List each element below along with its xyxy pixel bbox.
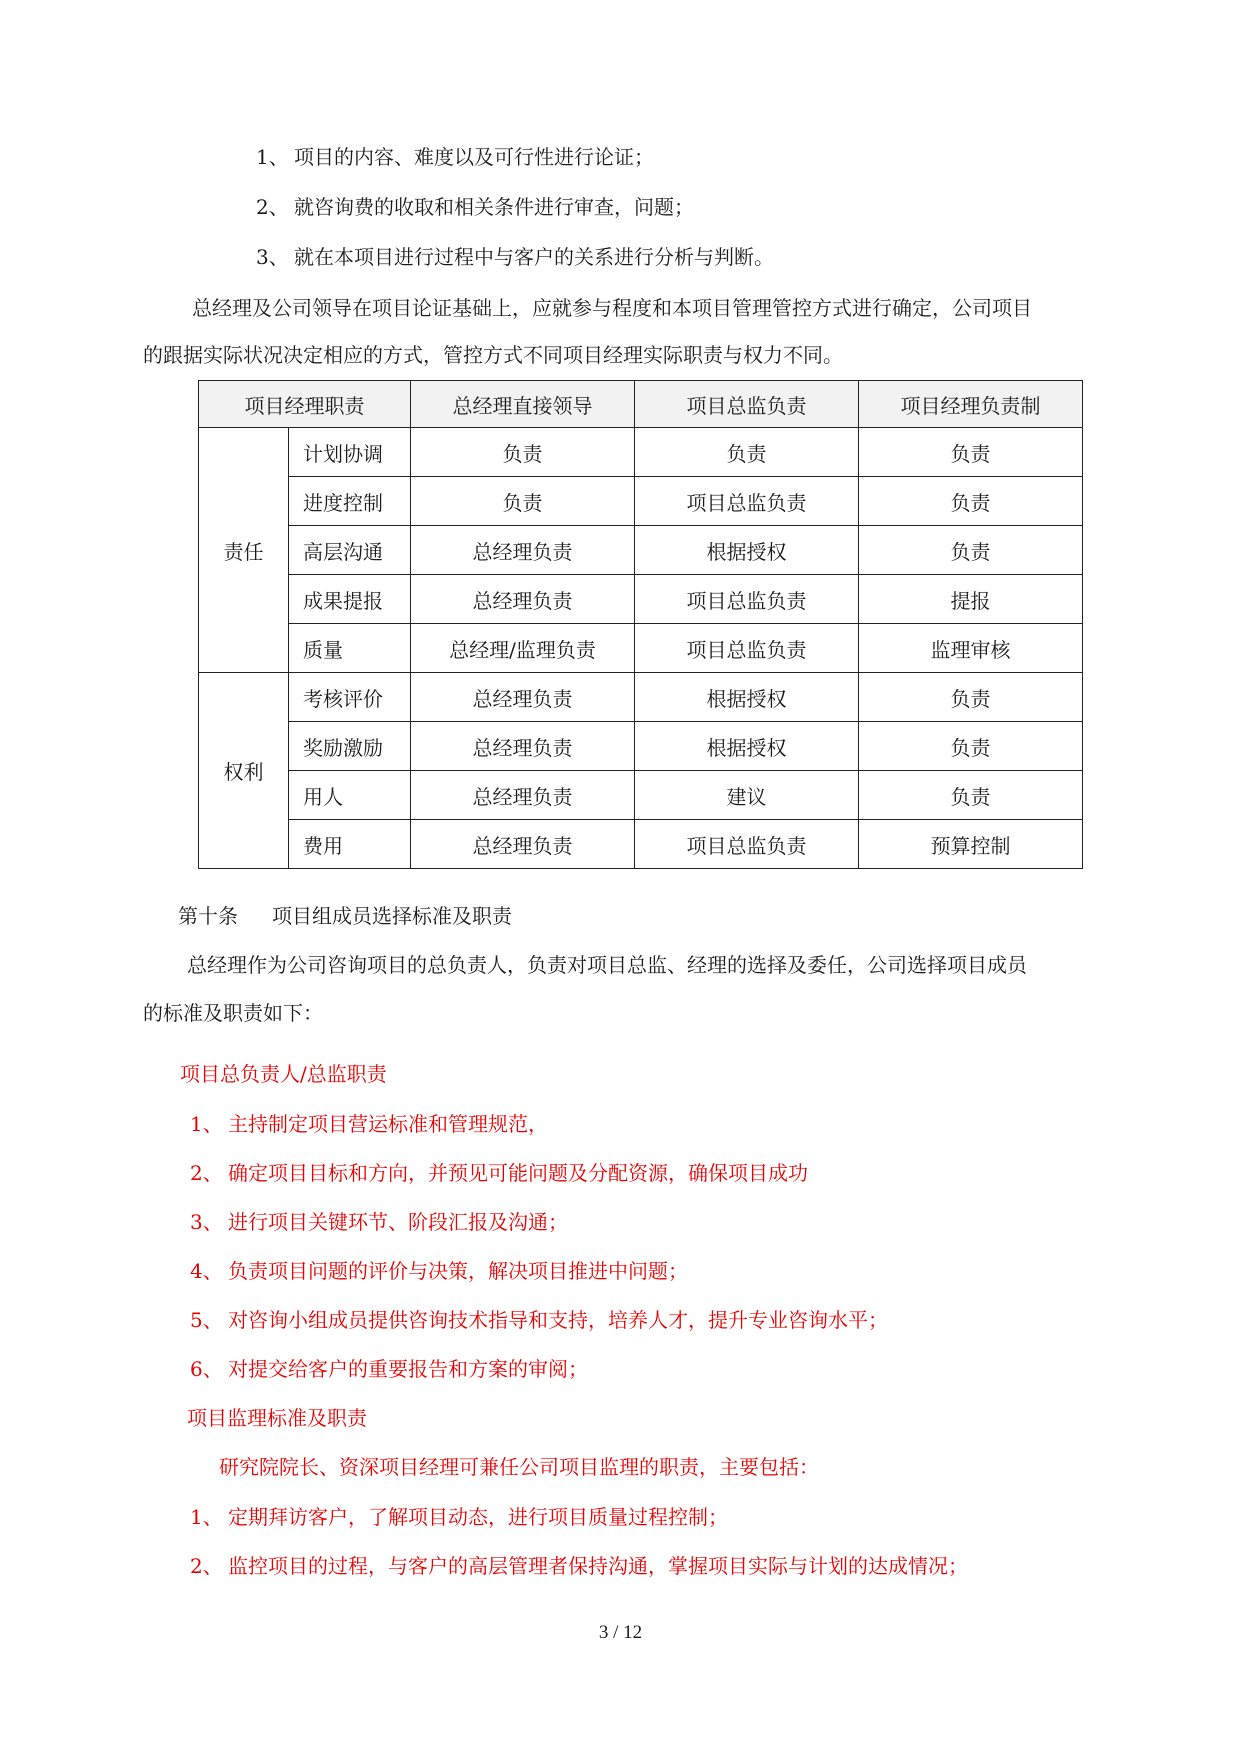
list-number: 3、 — [256, 245, 289, 269]
article-title: 项目组成员选择标准及职责 — [272, 904, 512, 928]
supervisor-duty-item — [190, 1552, 968, 1580]
group-label-cell: 责任 — [199, 428, 289, 673]
table-cell: 负责 — [411, 428, 635, 477]
table-row — [199, 820, 1083, 869]
section-heading-supervisor: 项目监理标准及职责 — [187, 1406, 367, 1430]
list-text: 主持制定项目营运标准和管理规范， — [228, 1112, 548, 1136]
table-cell: 总经理负责 — [411, 771, 635, 820]
list-number: 2、 — [256, 195, 289, 219]
table-cell: 总经理负责 — [411, 820, 635, 869]
director-duty-item — [190, 1208, 568, 1236]
table-cell: 项目总监负责 — [635, 624, 859, 673]
supervisor-intro: 研究院院长、资深项目经理可兼任公司项目监理的职责，主要包括： — [219, 1455, 819, 1479]
table-header-cell: 项目经理负责制 — [859, 381, 1083, 428]
list-text: 就在本项目进行过程中与客户的关系进行分析与判断。 — [294, 245, 774, 269]
table-cell: 项目总监负责 — [635, 477, 859, 526]
table-cell: 总经理/监理负责 — [411, 624, 635, 673]
list-text: 确定项目目标和方向，并预见可能问题及分配资源，确保项目成功 — [228, 1161, 808, 1185]
item-cell: 质量 — [289, 624, 411, 673]
table-row — [199, 624, 1083, 673]
list-number: 2、 — [190, 1554, 223, 1578]
list-number: 1、 — [256, 145, 289, 169]
item-cell: 成果提报 — [289, 575, 411, 624]
table-cell: 预算控制 — [859, 820, 1083, 869]
list-number: 1、 — [190, 1112, 223, 1136]
list-number: 5、 — [190, 1308, 223, 1332]
list-number: 2、 — [190, 1161, 223, 1185]
table-header-cell: 项目经理职责 — [199, 381, 411, 428]
responsibility-table — [198, 380, 1083, 869]
table-cell: 负责 — [411, 477, 635, 526]
list-text: 对咨询小组成员提供咨询技术指导和支持，培养人才，提升专业咨询水平； — [228, 1308, 888, 1332]
table-cell: 监理审核 — [859, 624, 1083, 673]
director-duty-item — [190, 1110, 548, 1138]
table-row — [199, 477, 1083, 526]
article-heading — [178, 902, 512, 930]
table-cell: 负责 — [859, 722, 1083, 771]
table-row — [199, 722, 1083, 771]
table-cell: 总经理负责 — [411, 526, 635, 575]
table-cell: 根据授权 — [635, 722, 859, 771]
item-cell: 费用 — [289, 820, 411, 869]
table-header-cell: 项目总监负责 — [635, 381, 859, 428]
table-cell: 根据授权 — [635, 673, 859, 722]
list-text: 进行项目关键环节、阶段汇报及沟通； — [228, 1210, 568, 1234]
table-cell: 总经理负责 — [411, 673, 635, 722]
table-cell: 负责 — [859, 771, 1083, 820]
item-cell: 进度控制 — [289, 477, 411, 526]
table-cell: 建议 — [635, 771, 859, 820]
table-row — [199, 428, 1083, 477]
table-cell: 负责 — [859, 673, 1083, 722]
article-number: 第十条 — [178, 904, 238, 928]
paragraph-line: 的跟据实际状况决定相应的方式，管控方式不同项目经理实际职责与权力不同。 — [143, 343, 843, 367]
table-cell: 提报 — [859, 575, 1083, 624]
supervisor-duty-item — [190, 1503, 728, 1531]
item-cell: 高层沟通 — [289, 526, 411, 575]
paragraph-line: 的标准及职责如下： — [143, 1001, 323, 1025]
director-duty-item — [190, 1355, 588, 1383]
list-text: 负责项目问题的评价与决策，解决项目推进中问题； — [228, 1259, 688, 1283]
table-cell: 根据授权 — [635, 526, 859, 575]
list-number: 6、 — [190, 1357, 223, 1381]
intro-list-item — [256, 193, 694, 221]
table-cell: 总经理负责 — [411, 722, 635, 771]
table-cell: 负责 — [859, 428, 1083, 477]
item-cell: 考核评价 — [289, 673, 411, 722]
list-text: 监控项目的过程，与客户的高层管理者保持沟通，掌握项目实际与计划的达成情况； — [228, 1554, 968, 1578]
table-cell: 项目总监负责 — [635, 575, 859, 624]
paragraph-line: 总经理及公司领导在项目论证基础上，应就参与程度和本项目管理管控方式进行确定，公司项目 — [192, 296, 1032, 320]
list-text: 就咨询费的收取和相关条件进行审查，问题； — [294, 195, 694, 219]
table-cell: 负责 — [635, 428, 859, 477]
table-cell: 项目总监负责 — [635, 820, 859, 869]
director-duty-item — [190, 1257, 688, 1285]
section-heading-director: 项目总负责人/总监职责 — [180, 1062, 387, 1086]
director-duty-item — [190, 1306, 888, 1334]
page-number: 3 / 12 — [598, 1622, 643, 1643]
table-cell: 负责 — [859, 526, 1083, 575]
item-cell: 奖励激励 — [289, 722, 411, 771]
item-cell: 计划协调 — [289, 428, 411, 477]
table-header-row — [199, 381, 1083, 428]
table-row — [199, 673, 1083, 722]
director-duty-item — [190, 1159, 808, 1187]
list-number: 1、 — [190, 1505, 223, 1529]
table-cell: 总经理负责 — [411, 575, 635, 624]
table-cell: 负责 — [859, 477, 1083, 526]
table-row — [199, 526, 1083, 575]
list-number: 3、 — [190, 1210, 223, 1234]
group-label-cell: 权利 — [199, 673, 289, 869]
item-cell: 用人 — [289, 771, 411, 820]
table-header-cell: 总经理直接领导 — [411, 381, 635, 428]
paragraph-line: 总经理作为公司咨询项目的总负责人，负责对项目总监、经理的选择及委任，公司选择项目成员 — [187, 953, 1027, 977]
intro-list-item — [256, 143, 654, 171]
list-number: 4、 — [190, 1259, 223, 1283]
table-row — [199, 771, 1083, 820]
intro-list-item — [256, 243, 774, 271]
list-text: 定期拜访客户，了解项目动态，进行项目质量过程控制； — [228, 1505, 728, 1529]
list-text: 对提交给客户的重要报告和方案的审阅； — [228, 1357, 588, 1381]
table-row — [199, 575, 1083, 624]
list-text: 项目的内容、难度以及可行性进行论证； — [294, 145, 654, 169]
